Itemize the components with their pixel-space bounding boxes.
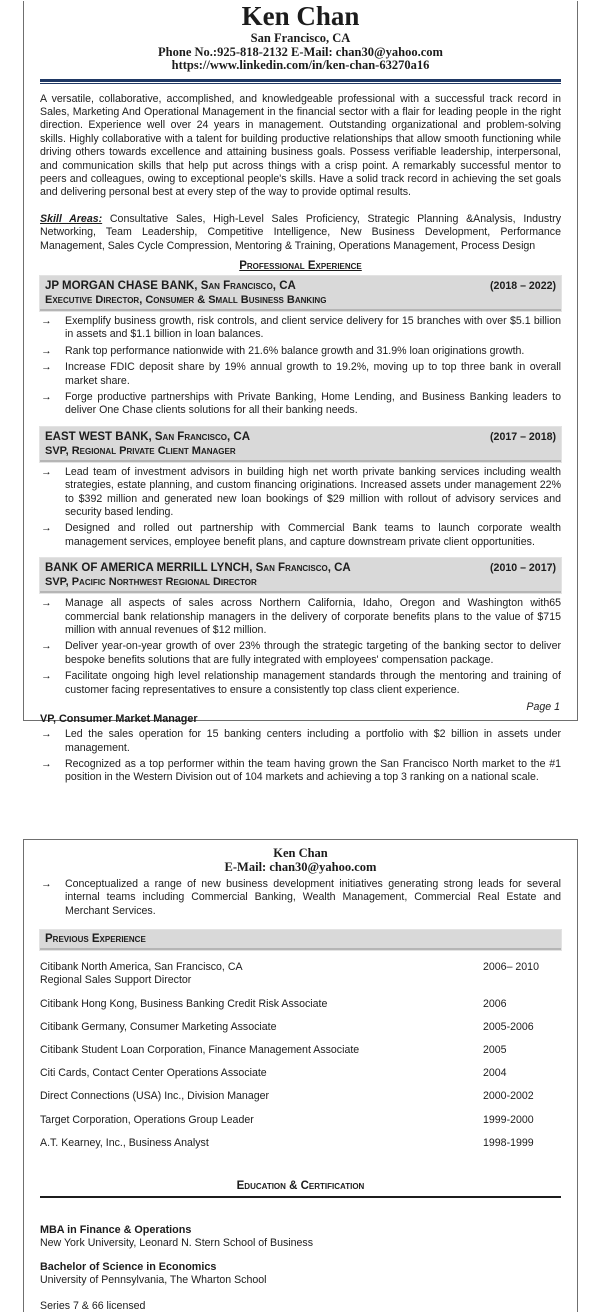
list-item: → Conceptualized a range of new business development initiatives generating strong leads for several internal teams including Commercial Banking, Wealth Management, Commercial Real Estate and Merchant Services. bbox=[41, 878, 561, 917]
education-degree: Bachelor of Science in Economics bbox=[40, 1261, 217, 1274]
header-divider bbox=[40, 79, 561, 84]
role-company: Citi Cards, Contact Center Operations Associate bbox=[40, 1067, 267, 1080]
arrow-bullet-icon: → bbox=[41, 361, 52, 374]
role-dates: 1998-1999 bbox=[483, 1136, 534, 1149]
arrow-bullet-icon: → bbox=[41, 728, 52, 741]
table-row bbox=[40, 1114, 561, 1127]
page2-name: Ken Chan bbox=[273, 846, 328, 860]
job-dates: (2017 – 2018) bbox=[490, 430, 556, 443]
role-dates: 2000-2002 bbox=[483, 1090, 534, 1103]
page-number-label: Page 1 bbox=[526, 701, 560, 713]
job-dates: (2018 – 2022) bbox=[490, 279, 556, 292]
job-header-jpmorgan bbox=[40, 276, 561, 311]
skill-areas-label: Skill Areas: bbox=[40, 212, 103, 225]
list-item: → Facilitate ongoing high level relationship management standards through the mentoring and training of customer facing representatives to ensure a consistently top class client experience. bbox=[41, 670, 561, 696]
table-row bbox=[40, 1044, 561, 1057]
arrow-bullet-icon: → bbox=[41, 391, 52, 403]
resume-page-1 bbox=[23, 1, 578, 784]
list-item: → Forge productive partnerships with Private Banking, Home Lending, and Business Banking leaders to deliver One Chase clients solutions for all their banking needs. bbox=[41, 391, 561, 417]
job-bullets-east-west-bank bbox=[40, 466, 561, 549]
job-title: Executive Director, Consumer & Small Business Banking bbox=[45, 293, 327, 306]
role-dates: 2004 bbox=[483, 1067, 507, 1080]
role-company: Citibank Student Loan Corporation, Finance Management Associate bbox=[40, 1044, 360, 1057]
job-header-east-west-bank bbox=[40, 427, 561, 462]
list-item: → Manage all aspects of sales across Northern California, Idaho, Oregon and Washington with65 commercial bank relationship managers in the delivery of corporate benefits plans to the value of $715 million with annual revenues of $12 million. bbox=[41, 597, 561, 637]
role-dates: 2006– 2010 bbox=[483, 961, 539, 974]
arrow-bullet-icon: → bbox=[41, 597, 52, 610]
previous-roles-list bbox=[40, 961, 561, 1150]
education-entry bbox=[40, 1261, 561, 1287]
education-degree: MBA in Finance & Operations bbox=[40, 1224, 192, 1237]
table-row bbox=[40, 1090, 561, 1103]
arrow-bullet-icon: → bbox=[41, 344, 52, 357]
skill-areas-list: Consultative Sales, High-Level Sales Proficiency, Strategic Planning &Analysis, Industry Networking, Team Leadership, Competitive Intelligence, New Business Development, Performance Management, Sales Cycle Compression, Mentoring & Training, Operations Management, Process Design bbox=[40, 212, 561, 252]
education-school: New York University, Leonard N. Stern School of Business bbox=[40, 1237, 314, 1250]
role-company: A.T. Kearney, Inc., Business Analyst bbox=[40, 1136, 209, 1149]
certification-line: Series 7 & 66 licensed bbox=[40, 1300, 146, 1312]
job-title: SVP, Regional Private Client Manager bbox=[45, 444, 236, 457]
list-item: → Exemplify business growth, risk controls, and client service delivery for 15 branches with over $5.1 billion in assets and $1.1 billion in loan balances. bbox=[41, 314, 561, 341]
role-company: Target Corporation, Operations Group Leader bbox=[40, 1113, 254, 1126]
role-company: Citibank North America, San Francisco, CA bbox=[40, 961, 243, 974]
table-row bbox=[40, 998, 561, 1011]
subrole-title: VP, Consumer Market Manager bbox=[40, 713, 198, 726]
arrow-bullet-icon: → bbox=[41, 640, 52, 653]
linkedin-url[interactable]: https://www.linkedin.com/in/ken-chan-63270a16 bbox=[171, 58, 430, 72]
role-company: Direct Connections (USA) Inc., Division Manager bbox=[40, 1090, 270, 1103]
job-company: BANK OF AMERICA MERRILL LYNCH, San Francisco, CA bbox=[45, 562, 351, 575]
role-dates: 2005-2006 bbox=[483, 1020, 534, 1033]
job-header-bofa-merrill-lynch bbox=[40, 558, 561, 593]
job-bullets-bofa bbox=[40, 597, 561, 697]
list-item: → Increase FDIC deposit share by 19% annual growth to 19.2%, moving up to top three bank in overall market share. bbox=[41, 361, 561, 387]
arrow-bullet-icon: → bbox=[41, 757, 52, 770]
job-company: EAST WEST BANK, San Francisco, CA bbox=[45, 430, 251, 443]
table-row bbox=[40, 1137, 561, 1150]
arrow-bullet-icon: → bbox=[41, 522, 52, 535]
section-heading-education-certification: Education & Certification bbox=[236, 1180, 365, 1193]
job-company: JP MORGAN CHASE BANK, San Francisco, CA bbox=[45, 279, 296, 292]
summary-paragraph: A versatile, collaborative, accomplished, and knowledgeable professional with a successful track record in Sales, Marketing And Operational Management in the financial sector with a flair for leading people in the right direction. Experience well over 24 years in management. Outstanding organizational and problem-solving skills. Highly collaborative with a talent for building productive relationships that allow smooth functioning while driving others towards excellence and attaining business goals. Possess verifiable leadership, interpersonal, and communication skills that help put across things with a crisp point. A remarkably successful mentor to peers and colleagues, owing to exceptional people's skills. Have a solid track record in achieving the set goals and delivering personal best at every step of the way to provide optimal results. bbox=[40, 92, 561, 199]
list-item: → Designed and rolled out partnership with Commercial Bank teams to launch corporate wealth management services, employee benefit plans, and capture downstream private client opportunities. bbox=[41, 522, 561, 548]
location-line: San Francisco, CA bbox=[250, 31, 351, 45]
role-dates: 2006 bbox=[483, 997, 507, 1010]
job-dates: (2010 – 2017) bbox=[490, 562, 556, 575]
education-divider bbox=[40, 1196, 561, 1198]
role-company: Citibank Germany, Consumer Marketing Associate bbox=[40, 1020, 277, 1033]
page-title: Ken Chan bbox=[241, 1, 360, 31]
skill-areas-paragraph bbox=[40, 213, 561, 253]
role-dates: 1999-2000 bbox=[483, 1113, 534, 1126]
table-row bbox=[40, 1021, 561, 1034]
list-item: → Deliver year-on-year growth of over 23% through the strategic targeting of the banking sector to deliver bespoke benefits solutions that are fully integrated with employees' compensation package. bbox=[41, 640, 561, 666]
arrow-bullet-icon: → bbox=[41, 878, 52, 890]
list-item: → Rank top performance nationwide with 21.6% balance growth and 31.9% loan originations growth. bbox=[41, 344, 525, 357]
list-item: → Led the sales operation for 15 banking centers including a portfolio with $2 billion in assets under management. bbox=[41, 728, 561, 754]
list-item: → Lead team of investment advisors in building high net worth private banking services including wealth strategies, estate planning, and custom financing originations. Increased assets under management 22% to $392 million and generated new loan bookings of $29 million with rollout of advisory services and security based lending. bbox=[41, 465, 561, 519]
list-item: → Recognized as a top performer within the team having grown the San Francisco North market to the #1 position in the Western Division out of 104 markets and achieving a top 3 ranking on a national scale. bbox=[41, 757, 561, 784]
arrow-bullet-icon: → bbox=[41, 670, 52, 683]
job-title: SVP, Pacific Northwest Regional Director bbox=[45, 576, 257, 589]
section-heading-professional-experience: Professional Experience bbox=[239, 259, 362, 272]
table-row bbox=[40, 1067, 561, 1080]
education-entry bbox=[40, 1224, 561, 1250]
arrow-bullet-icon: → bbox=[41, 465, 52, 478]
carryover-bullets bbox=[40, 878, 561, 918]
education-school: University of Pennsylvania, The Wharton School bbox=[40, 1274, 267, 1287]
arrow-bullet-icon: → bbox=[41, 314, 52, 327]
subrole-bullets bbox=[40, 728, 561, 785]
role-dates: 2005 bbox=[483, 1044, 507, 1057]
job-bullets-jpmorgan bbox=[40, 315, 561, 418]
table-row bbox=[40, 961, 561, 987]
contact-line: Phone No.:925-818-2132 E-Mail: chan30@yahoo.com bbox=[158, 44, 443, 59]
role-company: Citibank Hong Kong, Business Banking Credit Risk Associate bbox=[40, 997, 328, 1010]
resume-page-2 bbox=[23, 839, 578, 1312]
role-title: Regional Sales Support Director bbox=[40, 974, 192, 987]
section-heading-previous-experience: Previous Experience bbox=[40, 930, 561, 950]
page2-email: E-Mail: chan30@yahoo.com bbox=[224, 860, 377, 874]
